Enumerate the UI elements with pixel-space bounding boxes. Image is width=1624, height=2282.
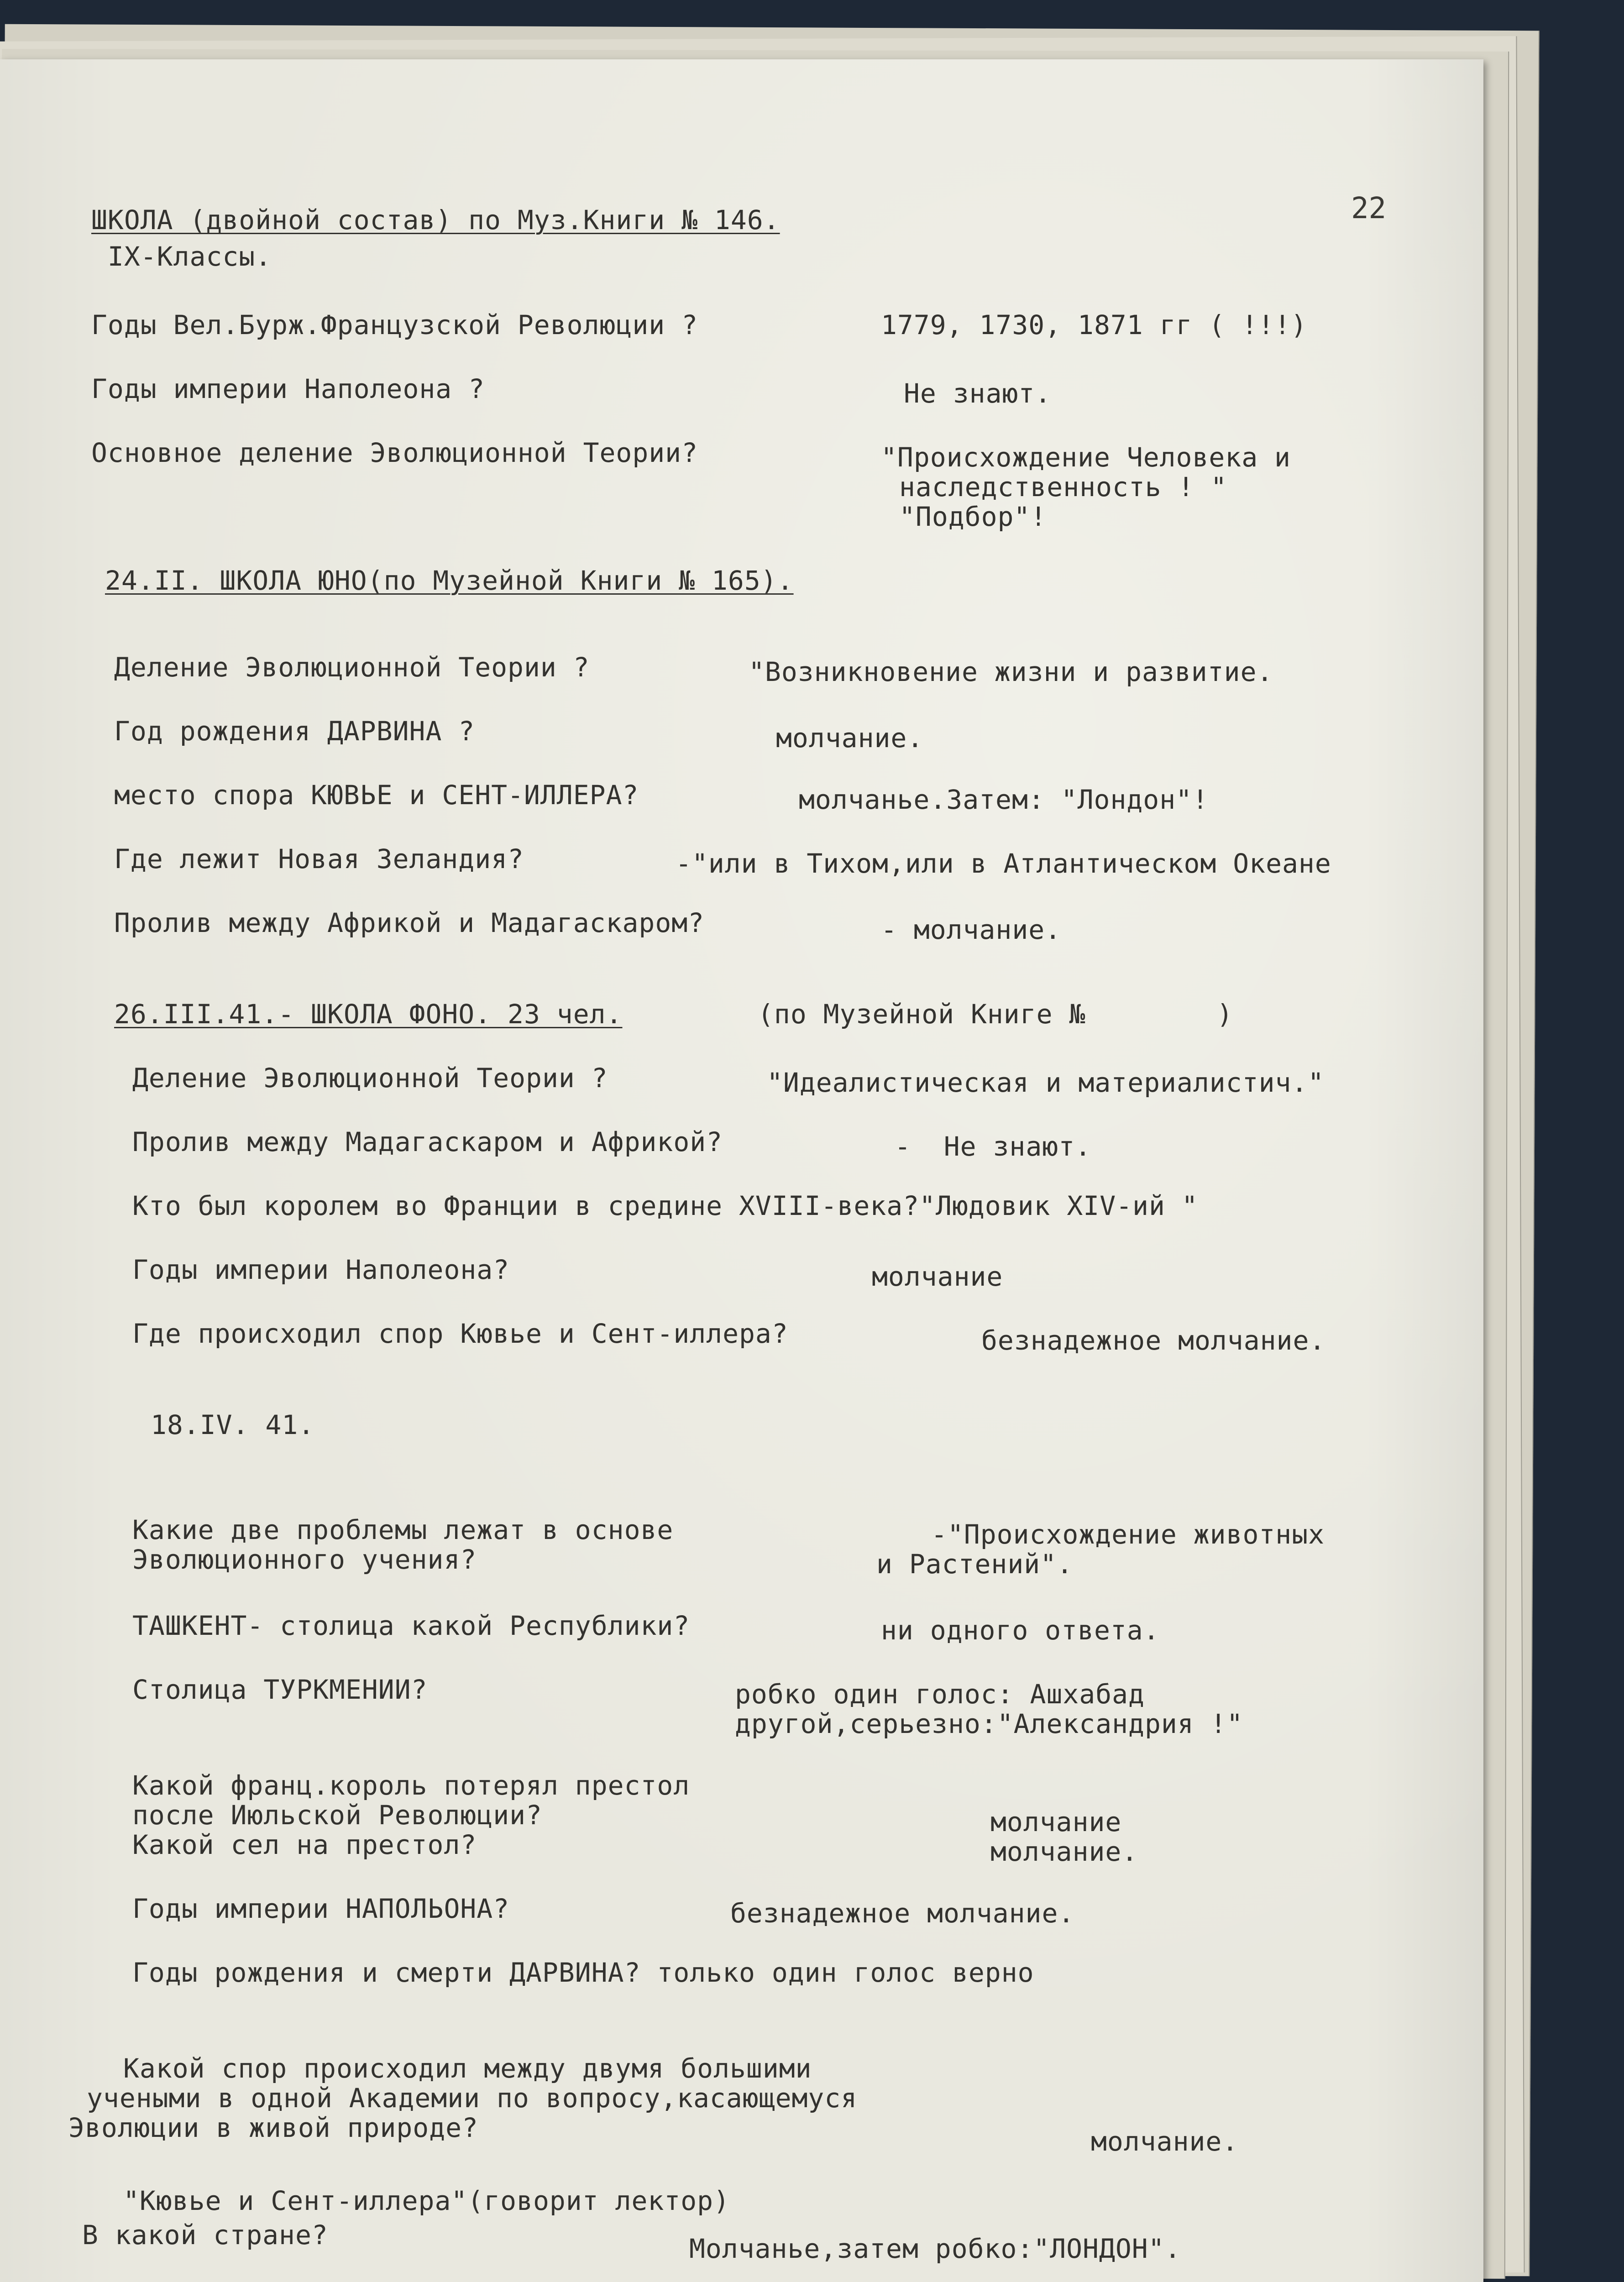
answer: наследственность ! " xyxy=(899,471,1227,502)
question: Эволюционного учения? xyxy=(132,1544,477,1575)
answer: молчание xyxy=(872,1261,1003,1292)
answer: - Не знают. xyxy=(895,1131,1092,1162)
question: В какой стране? xyxy=(82,2219,328,2251)
page-number: 22 xyxy=(1351,192,1387,225)
question: Год рождения ДАРВИНА ? xyxy=(114,716,475,747)
section-heading: 26.III.41.- ШКОЛА ФОНО. 23 чел. xyxy=(114,999,623,1030)
question: Какой спор происходил между двумя большими xyxy=(123,2053,812,2084)
question: место спора КЮВЬЕ и СЕНТ-ИЛЛЕРА? xyxy=(114,780,639,811)
answer: безнадежное молчание. xyxy=(730,1898,1075,1929)
question: учеными в одной Академии по вопросу,касающемуся xyxy=(87,2083,858,2114)
question: Годы Вел.Бурж.Французской Революции ? xyxy=(91,309,698,340)
question: Столица ТУРКМЕНИИ? xyxy=(132,1674,428,1705)
question: Деление Эволюционной Теории ? xyxy=(114,652,590,683)
question: Деление Эволюционной Теории ? xyxy=(132,1062,608,1094)
question: Где лежит Новая Зеландия? xyxy=(114,843,524,874)
question: Годы империи НАПОЛЬОНА? xyxy=(132,1893,510,1924)
answer: робко один голос: Ашхабад xyxy=(735,1679,1145,1710)
document-page xyxy=(0,59,1483,2282)
answer: и Растений". xyxy=(876,1549,1074,1580)
answer: -"Происхождение животных xyxy=(931,1519,1325,1550)
question: Какой франц.король потерял престол xyxy=(132,1770,690,1801)
answer: молчание. xyxy=(1091,2126,1239,2157)
question: Основное деление Эволюционной Теории? xyxy=(91,437,698,468)
answer: ни одного ответа. xyxy=(881,1615,1160,1646)
answer: Не знают. xyxy=(904,378,1052,409)
answer: молчание xyxy=(990,1806,1122,1837)
answer: "Подбор"! xyxy=(899,501,1047,532)
answer: 1779, 1730, 1871 гг ( !!!) xyxy=(881,309,1307,340)
section-heading: ШКОЛА (двойной состав) по Муз.Книги № 146. xyxy=(91,204,780,236)
question: Где происходил спор Кювье и Сент-иллера? xyxy=(132,1318,788,1349)
answer: молчанье.Затем: "Лондон"! xyxy=(799,784,1209,815)
question: Кто был королем во Франции в средине XVIII-века?"Людовик XIV-ий " xyxy=(132,1190,1198,1221)
answer: - молчание. xyxy=(881,914,1062,945)
answer: молчание. xyxy=(990,1836,1138,1867)
section-heading: 24.II. ШКОЛА ЮНО(по Музейной Книги № 165). xyxy=(105,565,794,596)
question: ТАШКЕНТ- столица какой Республики? xyxy=(132,1610,690,1641)
class-label: IX-Классы. xyxy=(91,241,272,272)
answer: "Возникновение жизни и развитие. xyxy=(749,656,1273,687)
section-heading-note: (по Музейной Книге № ) xyxy=(758,999,1233,1030)
question: Пролив между Африкой и Мадагаскаром? xyxy=(114,907,705,938)
question: Какой сел на престол? xyxy=(132,1829,477,1860)
answer: -"или в Тихом,или в Атлантическом Океане xyxy=(676,848,1331,879)
answer: "Идеалистическая и материалистич." xyxy=(767,1067,1325,1098)
question: Годы империи Наполеона ? xyxy=(91,373,485,404)
answer: "Происхождение Человека и xyxy=(881,442,1291,473)
section-heading: 18.IV. 41. xyxy=(151,1409,315,1440)
question: после Июльской Революции? xyxy=(132,1800,542,1831)
question: Эволюции в живой природе? xyxy=(68,2112,478,2143)
answer: Молчанье,затем робко:"ЛОНДОН". xyxy=(689,2233,1181,2264)
question: Пролив между Мадагаскаром и Африкой? xyxy=(132,1126,723,1157)
question: "Кювье и Сент-иллера"(говорит лектор) xyxy=(123,2185,730,2216)
question: Годы рождения и смерти ДАРВИНА? только один голос верно xyxy=(132,1957,1034,1988)
question: Годы империи Наполеона? xyxy=(132,1254,510,1285)
question: Какие две проблемы лежат в основе xyxy=(132,1514,674,1545)
answer: безнадежное молчание. xyxy=(981,1325,1326,1356)
answer: молчание. xyxy=(776,722,924,754)
answer: другой,серьезно:"Александрия !" xyxy=(735,1708,1243,1739)
